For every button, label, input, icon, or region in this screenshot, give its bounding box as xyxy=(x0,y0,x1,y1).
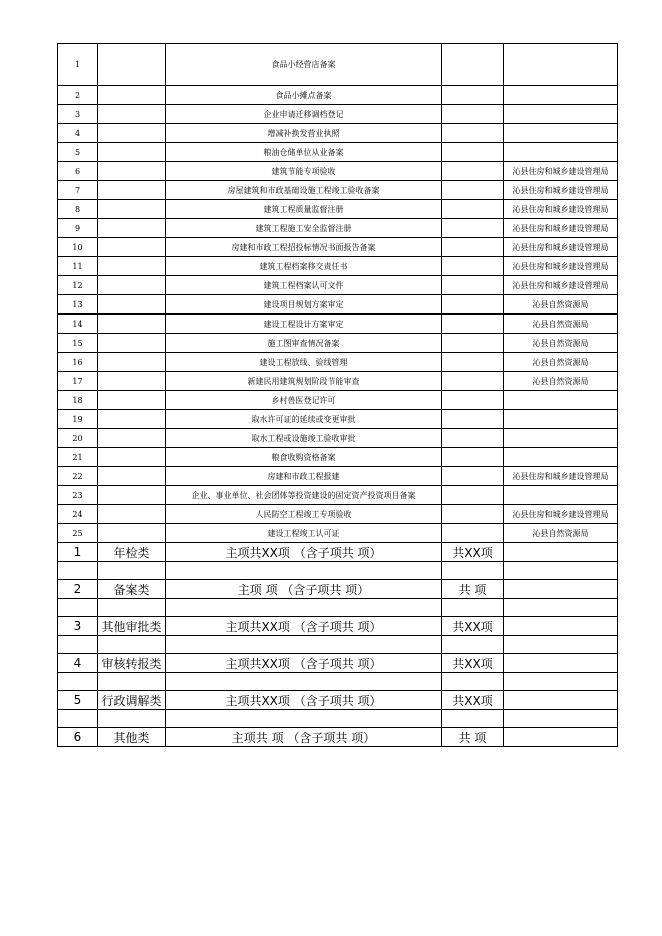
table-row xyxy=(58,295,618,315)
empty-cell xyxy=(442,562,504,580)
row-department xyxy=(504,143,618,162)
row-category xyxy=(98,200,166,219)
row-count xyxy=(442,86,504,105)
table-row xyxy=(58,219,618,238)
row-department xyxy=(504,448,618,467)
empty-cell xyxy=(166,599,442,617)
row-number: 13 xyxy=(58,295,98,315)
row-department xyxy=(504,44,618,86)
row-count xyxy=(442,257,504,276)
row-number: 3 xyxy=(58,105,98,124)
table-row xyxy=(58,44,618,86)
row-number: 21 xyxy=(58,448,98,467)
table-row xyxy=(58,105,618,124)
row-matter-name: 食品小摊点备案 xyxy=(166,86,442,105)
summary-count: 共 项 xyxy=(442,580,504,599)
row-department: 沁县自然资源局 xyxy=(504,524,618,543)
row-department: 沁县住房和城乡建设管理局 xyxy=(504,257,618,276)
row-category xyxy=(98,181,166,200)
row-count xyxy=(442,410,504,429)
table-row xyxy=(58,505,618,524)
table-row xyxy=(58,143,618,162)
empty-cell xyxy=(504,599,618,617)
row-category xyxy=(98,410,166,429)
empty-cell xyxy=(442,599,504,617)
spacer-row xyxy=(58,636,618,654)
row-category xyxy=(98,448,166,467)
row-number: 2 xyxy=(58,86,98,105)
summary-count: 共XX项 xyxy=(442,654,504,673)
row-count xyxy=(442,143,504,162)
summary-number: 4 xyxy=(58,654,98,673)
empty-cell xyxy=(98,710,166,728)
summary-category: 年检类 xyxy=(98,543,166,562)
row-category xyxy=(98,295,166,315)
row-category xyxy=(98,276,166,295)
summary-number: 6 xyxy=(58,728,98,747)
row-department xyxy=(504,391,618,410)
row-matter-name: 乡村兽医登记许可 xyxy=(166,391,442,410)
summary-row xyxy=(58,580,618,599)
table-row xyxy=(58,334,618,353)
row-matter-name: 新建民用建筑规划阶段节能审查 xyxy=(166,372,442,391)
row-count xyxy=(442,486,504,505)
row-count xyxy=(442,353,504,372)
empty-cell xyxy=(58,710,98,728)
row-matter-name: 取水许可证的延续或变更审批 xyxy=(166,410,442,429)
summary-department xyxy=(504,728,618,747)
row-matter-name: 粮油仓储单位从业备案 xyxy=(166,143,442,162)
row-matter-name: 企业、事业单位、社会团体等投资建设的固定资产投资项目备案 xyxy=(166,486,442,505)
row-number: 9 xyxy=(58,219,98,238)
row-department xyxy=(504,410,618,429)
summary-department xyxy=(504,654,618,673)
empty-cell xyxy=(442,673,504,691)
spacer-row xyxy=(58,673,618,691)
spacer-row xyxy=(58,599,618,617)
table-row xyxy=(58,372,618,391)
row-category xyxy=(98,314,166,334)
empty-cell xyxy=(98,562,166,580)
row-count xyxy=(442,181,504,200)
row-number: 7 xyxy=(58,181,98,200)
row-department: 沁县住房和城乡建设管理局 xyxy=(504,467,618,486)
row-department xyxy=(504,429,618,448)
row-department: 沁县住房和城乡建设管理局 xyxy=(504,505,618,524)
table-row xyxy=(58,181,618,200)
table-row xyxy=(58,314,618,334)
spacer-row xyxy=(58,710,618,728)
table-row xyxy=(58,391,618,410)
empty-cell xyxy=(166,673,442,691)
summary-category: 其他审批类 xyxy=(98,617,166,636)
row-count xyxy=(442,200,504,219)
row-category xyxy=(98,105,166,124)
row-department: 沁县住房和城乡建设管理局 xyxy=(504,219,618,238)
row-number: 15 xyxy=(58,334,98,353)
summary-row xyxy=(58,691,618,710)
summary-description: 主项共 项 （含子项共 项） xyxy=(166,728,442,747)
table-row xyxy=(58,276,618,295)
row-category xyxy=(98,334,166,353)
empty-cell xyxy=(504,562,618,580)
table-row xyxy=(58,162,618,181)
summary-count: 共XX项 xyxy=(442,617,504,636)
row-matter-name: 粮食收购资格备案 xyxy=(166,448,442,467)
summary-department xyxy=(504,543,618,562)
table-row xyxy=(58,124,618,143)
table-row xyxy=(58,448,618,467)
row-department: 沁县自然资源局 xyxy=(504,314,618,334)
row-number: 12 xyxy=(58,276,98,295)
row-department: 沁县自然资源局 xyxy=(504,353,618,372)
summary-number: 1 xyxy=(58,543,98,562)
summary-department xyxy=(504,617,618,636)
summary-number: 5 xyxy=(58,691,98,710)
row-number: 17 xyxy=(58,372,98,391)
row-number: 1 xyxy=(58,44,98,86)
empty-cell xyxy=(442,710,504,728)
row-category xyxy=(98,505,166,524)
empty-cell xyxy=(58,673,98,691)
row-number: 6 xyxy=(58,162,98,181)
row-count xyxy=(442,276,504,295)
row-department: 沁县住房和城乡建设管理局 xyxy=(504,276,618,295)
row-category xyxy=(98,257,166,276)
row-matter-name: 企业申请迁移调档登记 xyxy=(166,105,442,124)
summary-department xyxy=(504,691,618,710)
summary-category: 备案类 xyxy=(98,580,166,599)
summary-description: 主项 项 （含子项共 项） xyxy=(166,580,442,599)
row-count xyxy=(442,238,504,257)
row-number: 10 xyxy=(58,238,98,257)
row-count xyxy=(442,162,504,181)
row-matter-name: 增减补换发营业执照 xyxy=(166,124,442,143)
row-count xyxy=(442,219,504,238)
row-category xyxy=(98,391,166,410)
row-matter-name: 食品小经营店备案 xyxy=(166,44,442,86)
summary-row xyxy=(58,543,618,562)
row-category xyxy=(98,353,166,372)
summary-number: 2 xyxy=(58,580,98,599)
row-number: 20 xyxy=(58,429,98,448)
row-count xyxy=(442,524,504,543)
row-category xyxy=(98,162,166,181)
row-matter-name: 建设项目规划方案审定 xyxy=(166,295,442,315)
spacer-row xyxy=(58,562,618,580)
summary-description: 主项共XX项 （含子项共 项） xyxy=(166,617,442,636)
row-count xyxy=(442,505,504,524)
row-number: 5 xyxy=(58,143,98,162)
empty-cell xyxy=(58,599,98,617)
row-department xyxy=(504,105,618,124)
row-matter-name: 建设工程放线、验线管理 xyxy=(166,353,442,372)
row-department: 沁县自然资源局 xyxy=(504,334,618,353)
row-count xyxy=(442,44,504,86)
row-number: 8 xyxy=(58,200,98,219)
row-count xyxy=(442,105,504,124)
row-department: 沁县自然资源局 xyxy=(504,372,618,391)
table-row xyxy=(58,200,618,219)
row-matter-name: 建设工程设计方案审定 xyxy=(166,314,442,334)
empty-cell xyxy=(58,562,98,580)
empty-cell xyxy=(504,636,618,654)
row-category xyxy=(98,44,166,86)
row-matter-name: 建筑节能专项验收 xyxy=(166,162,442,181)
row-matter-name: 取水工程或设施竣工验收审批 xyxy=(166,429,442,448)
summary-number: 3 xyxy=(58,617,98,636)
row-matter-name: 建筑工程档案移交责任书 xyxy=(166,257,442,276)
row-category xyxy=(98,429,166,448)
row-category xyxy=(98,486,166,505)
summary-row xyxy=(58,617,618,636)
table-row xyxy=(58,353,618,372)
row-category xyxy=(98,238,166,257)
row-category xyxy=(98,86,166,105)
empty-cell xyxy=(98,599,166,617)
row-category xyxy=(98,143,166,162)
row-category xyxy=(98,124,166,143)
summary-description: 主项共XX项 （含子项共 项） xyxy=(166,654,442,673)
row-department xyxy=(504,486,618,505)
row-number: 18 xyxy=(58,391,98,410)
row-department: 沁县住房和城乡建设管理局 xyxy=(504,162,618,181)
table-row xyxy=(58,486,618,505)
row-number: 24 xyxy=(58,505,98,524)
row-matter-name: 房建和市政工程招投标情况书面报告备案 xyxy=(166,238,442,257)
table-row xyxy=(58,238,618,257)
empty-cell xyxy=(442,636,504,654)
row-number: 16 xyxy=(58,353,98,372)
row-department: 沁县住房和城乡建设管理局 xyxy=(504,200,618,219)
row-number: 23 xyxy=(58,486,98,505)
row-department xyxy=(504,86,618,105)
table-row xyxy=(58,257,618,276)
row-department xyxy=(504,124,618,143)
empty-cell xyxy=(166,636,442,654)
table-row xyxy=(58,467,618,486)
row-number: 11 xyxy=(58,257,98,276)
summary-row xyxy=(58,654,618,673)
row-count xyxy=(442,391,504,410)
row-number: 22 xyxy=(58,467,98,486)
summary-description: 主项共XX项 （含子项共 项） xyxy=(166,543,442,562)
row-count xyxy=(442,429,504,448)
matters-table xyxy=(57,43,618,747)
row-department: 沁县住房和城乡建设管理局 xyxy=(504,181,618,200)
row-department: 沁县住房和城乡建设管理局 xyxy=(504,238,618,257)
row-matter-name: 施工图审查情况备案 xyxy=(166,334,442,353)
row-matter-name: 房建和市政工程报建 xyxy=(166,467,442,486)
row-count xyxy=(442,295,504,315)
empty-cell xyxy=(58,636,98,654)
summary-department xyxy=(504,580,618,599)
row-category xyxy=(98,467,166,486)
table-row xyxy=(58,410,618,429)
row-number: 4 xyxy=(58,124,98,143)
row-matter-name: 人民防空工程竣工专项验收 xyxy=(166,505,442,524)
empty-cell xyxy=(98,636,166,654)
row-matter-name: 建设工程竣工认可证 xyxy=(166,524,442,543)
summary-category: 行政调解类 xyxy=(98,691,166,710)
summary-category: 审核转报类 xyxy=(98,654,166,673)
table-row xyxy=(58,429,618,448)
row-count xyxy=(442,314,504,334)
table-row xyxy=(58,86,618,105)
empty-cell xyxy=(504,673,618,691)
row-count xyxy=(442,372,504,391)
row-category xyxy=(98,219,166,238)
row-number: 19 xyxy=(58,410,98,429)
summary-row xyxy=(58,728,618,747)
summary-count: 共XX项 xyxy=(442,691,504,710)
row-matter-name: 房屋建筑和市政基础设施工程竣工验收备案 xyxy=(166,181,442,200)
row-count xyxy=(442,467,504,486)
row-category xyxy=(98,524,166,543)
table-row xyxy=(58,524,618,543)
empty-cell xyxy=(166,710,442,728)
row-count xyxy=(442,448,504,467)
row-number: 25 xyxy=(58,524,98,543)
row-count xyxy=(442,124,504,143)
row-category xyxy=(98,372,166,391)
empty-cell xyxy=(98,673,166,691)
row-matter-name: 建筑工程质量监督注册 xyxy=(166,200,442,219)
row-number: 14 xyxy=(58,314,98,334)
summary-count: 共XX项 xyxy=(442,543,504,562)
row-count xyxy=(442,334,504,353)
empty-cell xyxy=(504,710,618,728)
summary-category: 其他类 xyxy=(98,728,166,747)
row-matter-name: 建筑工程档案认可文件 xyxy=(166,276,442,295)
summary-description: 主项共XX项 （含子项共 项） xyxy=(166,691,442,710)
row-department: 沁县自然资源局 xyxy=(504,295,618,315)
empty-cell xyxy=(166,562,442,580)
row-matter-name: 建筑工程施工安全监督注册 xyxy=(166,219,442,238)
summary-count: 共 项 xyxy=(442,728,504,747)
